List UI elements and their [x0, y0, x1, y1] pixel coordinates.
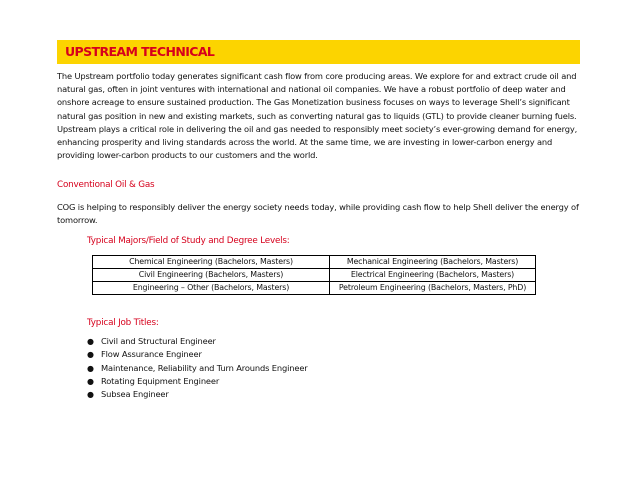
table-cell: Chemical Engineering (Bachelors, Masters): [93, 256, 330, 269]
conventional-oil-gas-heading: Conventional Oil & Gas: [57, 180, 155, 190]
table-cell: Petroleum Engineering (Bachelors, Masters, PhD): [330, 282, 536, 295]
list-item: [87, 362, 308, 375]
job-title: Flow Assurance Engineer: [101, 349, 202, 360]
table-row: [93, 256, 536, 269]
intro-paragraph: The Upstream portfolio today generates significant cash flow from core producing areas. We explore for and extract crude oil and natural gas, often in joint ventures with international and national oil companies. We have a robust portfolio of deep water and onshore acreage to ensure sustained production. The Gas Monetization business focuses on ways to leverage Shell’s significant natural gas position in new and existing markets, such as converting natural gas to liquids (GTL) to provide cleaner burning fuels. Upstream plays a critical role in delivering the oil and gas needed to responsibly meet society’s ever-growing demand for energy, enhancing prosperity and living standards across the world. At the same time, we are investing in lower-carbon energy and providing lower-carbon products to our customers and the world.: [57, 71, 578, 161]
job-title: Rotating Equipment Engineer: [101, 375, 220, 386]
table-row: [93, 269, 536, 282]
table-cell: Civil Engineering (Bachelors, Masters): [93, 269, 330, 282]
section-banner: [57, 40, 580, 64]
banner-title: UPSTREAM TECHNICAL: [65, 44, 215, 59]
list-item: [87, 335, 308, 348]
bullet-icon: ●: [87, 390, 94, 400]
bullet-icon: ●: [87, 363, 94, 373]
job-title: Maintenance, Reliability and Turn Arounds Engineer: [101, 362, 308, 373]
job-titles-heading: Typical Job Titles:: [87, 318, 159, 328]
list-item: [87, 388, 308, 401]
list-item: [87, 375, 308, 388]
bullet-icon: ●: [87, 337, 94, 346]
majors-table: [92, 255, 536, 295]
table-cell: Engineering – Other (Bachelors, Masters): [93, 282, 330, 295]
bullet-icon: ●: [87, 376, 94, 386]
table-cell: Mechanical Engineering (Bachelors, Masters): [330, 256, 536, 269]
job-title: Civil and Structural Engineer: [101, 336, 216, 346]
job-titles-list: [87, 335, 308, 401]
list-item: [87, 348, 308, 361]
bullet-icon: ●: [87, 350, 94, 360]
cog-description: COG is helping to responsibly deliver the energy society needs today, while providing cash flow to help Shell deliver the energy of tomorrow.: [57, 202, 579, 226]
job-title: Subsea Engineer: [101, 389, 169, 400]
table-cell: Electrical Engineering (Bachelors, Masters): [330, 269, 536, 282]
majors-heading: Typical Majors/Field of Study and Degree Levels:: [87, 236, 290, 246]
table-row: [93, 282, 536, 295]
